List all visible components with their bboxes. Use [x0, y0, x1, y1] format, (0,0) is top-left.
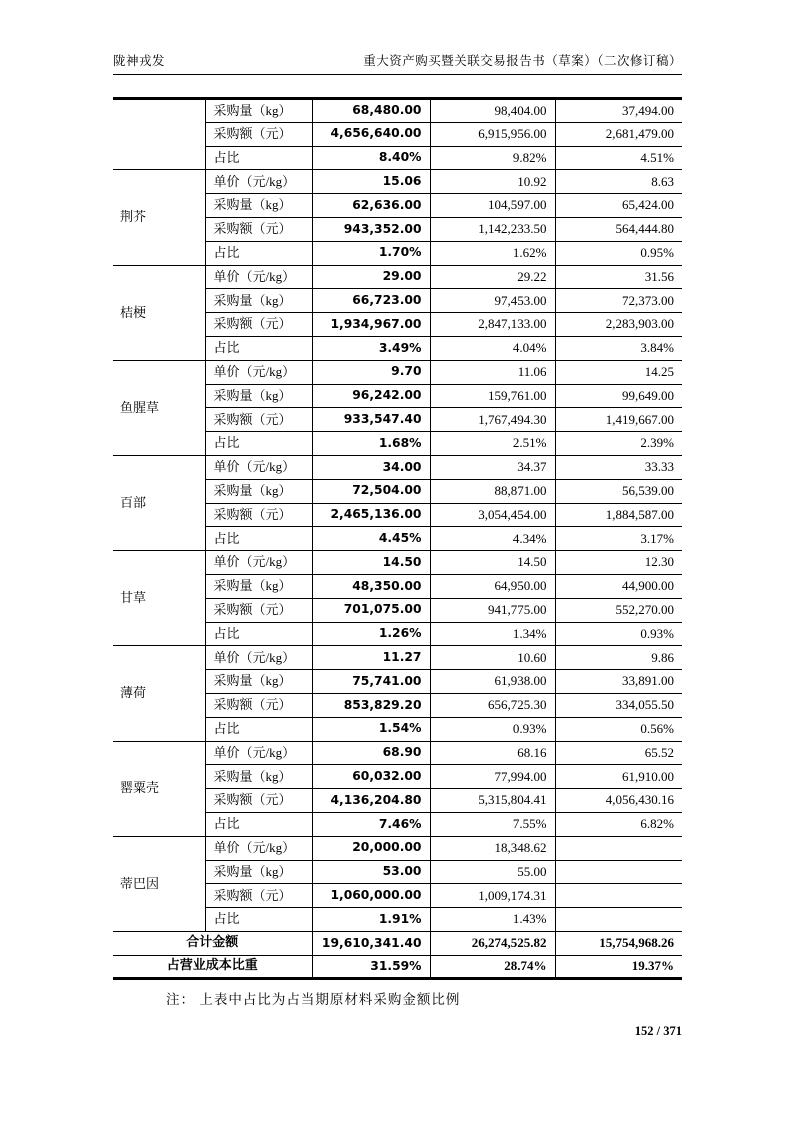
value-cell-col2: 941,775.00 — [430, 598, 555, 622]
metric-label-cell: 采购额（元） — [205, 598, 312, 622]
value-cell-col3: 0.56% — [555, 717, 682, 741]
summary-label-cell: 占营业成本比重 — [113, 955, 312, 979]
metric-label-cell: 采购额（元） — [205, 217, 312, 241]
value-cell-col3: 2,283,903.00 — [555, 313, 682, 337]
value-cell-col1: 9.70 — [312, 360, 430, 384]
metric-label-cell: 采购额（元） — [205, 693, 312, 717]
metric-label-cell: 采购量（kg） — [205, 765, 312, 789]
value-cell-col2: 6,915,956.00 — [430, 122, 555, 146]
footnote: 注： 上表中占比为占当期原材料采购金额比例 — [166, 992, 461, 1007]
value-cell-col2: 1.34% — [430, 622, 555, 646]
company-short-name: 陇神戎发 — [113, 54, 166, 68]
metric-label-cell: 占比 — [205, 241, 312, 265]
value-cell-col2: 88,871.00 — [430, 479, 555, 503]
value-cell-col2: 34.37 — [430, 455, 555, 479]
value-cell-col3: 33.33 — [555, 455, 682, 479]
value-cell-col1: 15.06 — [312, 170, 430, 194]
value-cell-col2: 1,767,494.30 — [430, 408, 555, 432]
value-cell-col1: 20,000.00 — [312, 836, 430, 860]
value-cell-col2: 68.16 — [430, 741, 555, 765]
table-row — [113, 646, 682, 670]
value-cell-col3 — [555, 836, 682, 860]
summary-row — [113, 955, 682, 979]
metric-label-cell: 采购额（元） — [205, 313, 312, 337]
value-cell-col3: 3.17% — [555, 527, 682, 551]
value-cell-col1: 48,350.00 — [312, 574, 430, 598]
value-cell-col1: 72,504.00 — [312, 479, 430, 503]
value-cell-col2: 10.60 — [430, 646, 555, 670]
value-cell-col1: 4,136,204.80 — [312, 789, 430, 813]
value-cell-col2: 159,761.00 — [430, 384, 555, 408]
value-cell-col3: 31.56 — [555, 265, 682, 289]
value-cell-col2: 1.62% — [430, 241, 555, 265]
metric-label-cell: 占比 — [205, 812, 312, 836]
value-cell-col3: 65.52 — [555, 741, 682, 765]
material-name-cell: 薄荷 — [113, 646, 205, 741]
metric-label-cell: 占比 — [205, 432, 312, 456]
value-cell-col1: 943,352.00 — [312, 217, 430, 241]
value-cell-col2: 1,142,233.50 — [430, 217, 555, 241]
value-cell-col1: 96,242.00 — [312, 384, 430, 408]
table-row — [113, 741, 682, 765]
value-cell-col2: 0.93% — [430, 717, 555, 741]
value-cell-col2: 18,348.62 — [430, 836, 555, 860]
metric-label-cell: 单价（元/kg） — [205, 646, 312, 670]
value-cell-col2: 1,009,174.31 — [430, 884, 555, 908]
value-cell-col3: 4.51% — [555, 146, 682, 170]
value-cell-col1: 1.54% — [312, 717, 430, 741]
value-cell-col2: 7.55% — [430, 812, 555, 836]
value-cell-col1: 75,741.00 — [312, 670, 430, 694]
value-cell-col1: 1.70% — [312, 241, 430, 265]
summary-label-cell: 合计金额 — [113, 931, 312, 955]
metric-label-cell: 采购额（元） — [205, 884, 312, 908]
material-name-cell: 桔梗 — [113, 265, 205, 360]
value-cell-col2: 26,274,525.82 — [430, 931, 555, 955]
metric-label-cell: 采购量（kg） — [205, 99, 312, 123]
value-cell-col3: 56,539.00 — [555, 479, 682, 503]
material-name-cell: 鱼腥草 — [113, 360, 205, 455]
table-row — [113, 455, 682, 479]
value-cell-col1: 853,829.20 — [312, 693, 430, 717]
material-name-cell: 罂粟壳 — [113, 741, 205, 836]
metric-label-cell: 单价（元/kg） — [205, 170, 312, 194]
value-cell-col1: 701,075.00 — [312, 598, 430, 622]
value-cell-col3: 99,649.00 — [555, 384, 682, 408]
value-cell-col3 — [555, 860, 682, 884]
value-cell-col1: 68.90 — [312, 741, 430, 765]
value-cell-col3: 4,056,430.16 — [555, 789, 682, 813]
value-cell-col1: 66,723.00 — [312, 289, 430, 313]
table-row — [113, 265, 682, 289]
metric-label-cell: 采购量（kg） — [205, 289, 312, 313]
value-cell-col1: 29.00 — [312, 265, 430, 289]
value-cell-col3: 19.37% — [555, 955, 682, 979]
value-cell-col3: 2.39% — [555, 432, 682, 456]
table-row — [113, 836, 682, 860]
value-cell-col3: 0.93% — [555, 622, 682, 646]
metric-label-cell: 采购量（kg） — [205, 574, 312, 598]
page-number: 152 / 371 — [634, 1024, 682, 1038]
table-row — [113, 170, 682, 194]
value-cell-col2: 98,404.00 — [430, 99, 555, 123]
material-name-cell: 蒂巴因 — [113, 836, 205, 931]
value-cell-col1: 4,656,640.00 — [312, 122, 430, 146]
value-cell-col1: 1,060,000.00 — [312, 884, 430, 908]
value-cell-col3: 12.30 — [555, 551, 682, 575]
value-cell-col3: 65,424.00 — [555, 194, 682, 218]
material-name-cell: 百部 — [113, 455, 205, 550]
value-cell-col3: 15,754,968.26 — [555, 931, 682, 955]
value-cell-col2: 3,054,454.00 — [430, 503, 555, 527]
table-row — [113, 99, 682, 123]
value-cell-col3: 334,055.50 — [555, 693, 682, 717]
value-cell-col1: 62,636.00 — [312, 194, 430, 218]
metric-label-cell: 采购额（元） — [205, 408, 312, 432]
value-cell-col3: 44,900.00 — [555, 574, 682, 598]
value-cell-col3: 72,373.00 — [555, 289, 682, 313]
material-name-cell: 荆芥 — [113, 170, 205, 265]
metric-label-cell: 采购额（元） — [205, 122, 312, 146]
value-cell-col1: 7.46% — [312, 812, 430, 836]
value-cell-col3: 8.63 — [555, 170, 682, 194]
value-cell-col2: 5,315,804.41 — [430, 789, 555, 813]
value-cell-col1: 19,610,341.40 — [312, 931, 430, 955]
metric-label-cell: 占比 — [205, 146, 312, 170]
value-cell-col3: 37,494.00 — [555, 99, 682, 123]
metric-label-cell: 采购额（元） — [205, 503, 312, 527]
metric-label-cell: 占比 — [205, 336, 312, 360]
value-cell-col2: 2,847,133.00 — [430, 313, 555, 337]
summary-row — [113, 931, 682, 955]
value-cell-col2: 97,453.00 — [430, 289, 555, 313]
value-cell-col3: 3.84% — [555, 336, 682, 360]
value-cell-col2: 11.06 — [430, 360, 555, 384]
value-cell-col3: 61,910.00 — [555, 765, 682, 789]
value-cell-col1: 3.49% — [312, 336, 430, 360]
value-cell-col3: 14.25 — [555, 360, 682, 384]
value-cell-col2: 2.51% — [430, 432, 555, 456]
material-name-cell — [113, 99, 205, 170]
value-cell-col2: 104,597.00 — [430, 194, 555, 218]
value-cell-col1: 4.45% — [312, 527, 430, 551]
value-cell-col1: 31.59% — [312, 955, 430, 979]
value-cell-col3: 1,419,667.00 — [555, 408, 682, 432]
value-cell-col2: 4.34% — [430, 527, 555, 551]
metric-label-cell: 采购量（kg） — [205, 670, 312, 694]
metric-label-cell: 占比 — [205, 908, 312, 932]
page-header — [113, 51, 682, 75]
metric-label-cell: 采购额（元） — [205, 789, 312, 813]
metric-label-cell: 单价（元/kg） — [205, 455, 312, 479]
value-cell-col1: 933,547.40 — [312, 408, 430, 432]
value-cell-col1: 1.91% — [312, 908, 430, 932]
value-cell-col2: 28.74% — [430, 955, 555, 979]
metric-label-cell: 采购量（kg） — [205, 384, 312, 408]
value-cell-col1: 60,032.00 — [312, 765, 430, 789]
value-cell-col3: 0.95% — [555, 241, 682, 265]
metric-label-cell: 占比 — [205, 527, 312, 551]
value-cell-col2: 10.92 — [430, 170, 555, 194]
value-cell-col1: 8.40% — [312, 146, 430, 170]
value-cell-col1: 34.00 — [312, 455, 430, 479]
value-cell-col3: 9.86 — [555, 646, 682, 670]
metric-label-cell: 单价（元/kg） — [205, 551, 312, 575]
metric-label-cell: 单价（元/kg） — [205, 836, 312, 860]
table-row — [113, 360, 682, 384]
value-cell-col2: 9.82% — [430, 146, 555, 170]
value-cell-col3: 33,891.00 — [555, 670, 682, 694]
metric-label-cell: 单价（元/kg） — [205, 360, 312, 384]
value-cell-col2: 64,950.00 — [430, 574, 555, 598]
metric-label-cell: 单价（元/kg） — [205, 741, 312, 765]
value-cell-col2: 14.50 — [430, 551, 555, 575]
value-cell-col2: 29.22 — [430, 265, 555, 289]
metric-label-cell: 采购量（kg） — [205, 194, 312, 218]
value-cell-col1: 53.00 — [312, 860, 430, 884]
report-title: 重大资产购买暨关联交易报告书（草案）（二次修订稿） — [363, 54, 682, 68]
value-cell-col1: 1.68% — [312, 432, 430, 456]
value-cell-col1: 1,934,967.00 — [312, 313, 430, 337]
value-cell-col2: 55.00 — [430, 860, 555, 884]
value-cell-col2: 656,725.30 — [430, 693, 555, 717]
value-cell-col3: 552,270.00 — [555, 598, 682, 622]
value-cell-col1: 14.50 — [312, 551, 430, 575]
table-body — [113, 99, 682, 979]
value-cell-col1: 1.26% — [312, 622, 430, 646]
value-cell-col1: 68,480.00 — [312, 99, 430, 123]
metric-label-cell: 单价（元/kg） — [205, 265, 312, 289]
value-cell-col3 — [555, 908, 682, 932]
value-cell-col2: 61,938.00 — [430, 670, 555, 694]
value-cell-col2: 1.43% — [430, 908, 555, 932]
value-cell-col3: 1,884,587.00 — [555, 503, 682, 527]
value-cell-col2: 77,994.00 — [430, 765, 555, 789]
value-cell-col3: 564,444.80 — [555, 217, 682, 241]
table-row — [113, 551, 682, 575]
value-cell-col3 — [555, 884, 682, 908]
metric-label-cell: 采购量（kg） — [205, 479, 312, 503]
value-cell-col3: 6.82% — [555, 812, 682, 836]
material-name-cell: 甘草 — [113, 551, 205, 646]
metric-label-cell: 占比 — [205, 717, 312, 741]
metric-label-cell: 占比 — [205, 622, 312, 646]
metric-label-cell: 采购量（kg） — [205, 860, 312, 884]
value-cell-col1: 11.27 — [312, 646, 430, 670]
value-cell-col2: 4.04% — [430, 336, 555, 360]
value-cell-col3: 2,681,479.00 — [555, 122, 682, 146]
procurement-table — [113, 97, 682, 980]
value-cell-col1: 2,465,136.00 — [312, 503, 430, 527]
